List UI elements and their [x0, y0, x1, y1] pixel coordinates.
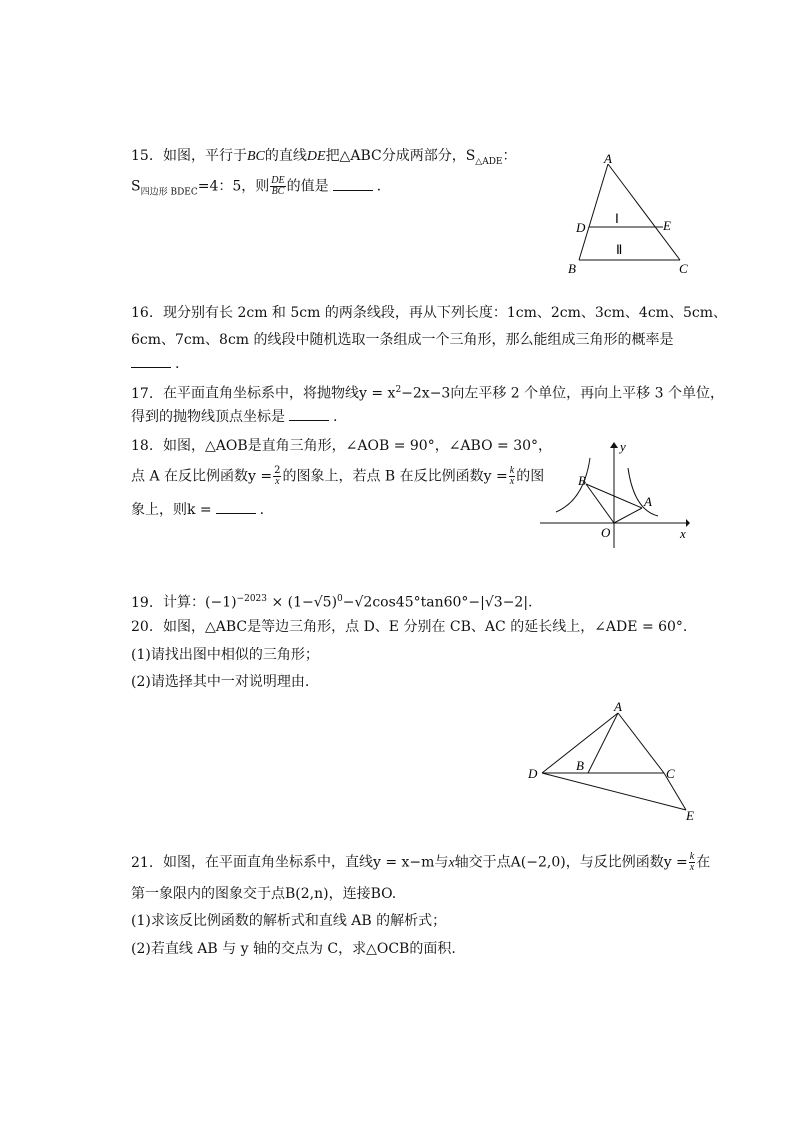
q21-number: 21.: [131, 854, 154, 871]
q17-number: 17.: [131, 385, 154, 402]
q21-line1: [131, 852, 710, 874]
q18-line2-c: 的图: [516, 468, 545, 485]
q20-line1: [131, 617, 687, 637]
q18-segment-oa: [614, 508, 642, 523]
q18-label-y: y: [620, 439, 626, 454]
q18-line1-text: 如图，△AOB是直角三角形，∠AOB = 90°，∠ABO = 30°，: [163, 438, 553, 454]
q16-line2-text: 6cm、7cm、8cm 的线段中随机选取一条组成一个三角形，那么能组成三角形的概率是: [131, 332, 674, 348]
q21-frac-num: k: [689, 851, 695, 862]
q18-line3-a: 象上，则k =: [131, 502, 212, 518]
q15-fraction: [270, 176, 285, 197]
q15-label-c: C: [679, 261, 688, 276]
q18-curve-right: [628, 468, 658, 516]
q18-x-arrow: [686, 519, 690, 527]
q21-sub1-text: (1)求该反比例函数的解析式和直线 AB 的解析式；: [131, 913, 447, 929]
q19-number: 19.: [131, 594, 154, 611]
q19-text-c: −√2cos45°tan60°−|√3−2|.: [342, 594, 533, 611]
q16-line1-text: 现分别有长 2cm 和 5cm 的两条线段，再从下列长度：1cm、2cm、3cm、4cm、5cm、: [163, 305, 727, 321]
q21-fraction: [689, 852, 695, 873]
q16-line1: [131, 303, 727, 323]
q17-line2-text: 得到的抛物线顶点坐标是: [131, 409, 285, 425]
q20-figure: [524, 698, 704, 828]
q18-end: .: [259, 502, 265, 518]
q18-label-a: A: [644, 494, 652, 509]
q20-label-d: D: [528, 766, 538, 781]
q15-frac-num: DE: [271, 175, 285, 186]
q15-number: 15.: [131, 148, 154, 164]
q20-side-ab: [588, 713, 618, 773]
q15-label-a: A: [604, 151, 612, 166]
q17-line1: 17. 在平面直角坐标系中，将抛物线$y = x^2-2x-3$向左平移 2 个单位，再向上平移 3 个单位，: [131, 385, 724, 402]
q20-sub2: [131, 672, 309, 692]
q20-label-e: E: [686, 808, 694, 823]
q15-text-d: 的值是: [286, 178, 329, 195]
q18-fraction-2: [509, 466, 515, 487]
q18-line2-a: 点 A 在反比例函数y =: [131, 468, 273, 485]
q15-sub-quad: 四边形 BDEC: [140, 187, 198, 198]
q17-line1-b: −2x−3向左平移 2 个单位，再向上平移 3 个单位，: [401, 385, 724, 402]
q20-label-c: C: [666, 766, 675, 781]
q15-label-e: E: [663, 218, 671, 233]
q18-line1: [131, 436, 552, 456]
q16-answer-blank[interactable]: [131, 355, 171, 368]
q15-s: S: [131, 178, 141, 195]
q18-frac1-num: 2: [274, 465, 281, 476]
q17-line1-a: 在平面直角坐标系中，将抛物线y = x: [163, 385, 396, 402]
q15-line2: [131, 176, 381, 202]
q18-y-arrow: [610, 442, 618, 448]
q21-line2-text: 第一象限内的图象交于点B(2,n)，连接BO.: [131, 886, 397, 902]
q21-x: x: [448, 855, 455, 871]
q16-line3: [131, 354, 179, 374]
q15-bc: BC: [247, 149, 265, 164]
q18-number: 18.: [131, 438, 154, 454]
q21-line1-b: 轴交于点A(−2,0)，与反比例函数y =: [454, 854, 688, 871]
q16-number: 16.: [131, 305, 154, 321]
q19-text-b: × (1−√5): [267, 594, 338, 611]
q15-label-region-1: Ⅰ: [615, 211, 619, 226]
q21-sub1: [131, 911, 446, 931]
q15-text-c: 把△ABC分成两部分，S: [325, 148, 476, 164]
q15-ratio: =4：5，则: [197, 178, 270, 195]
q15-label-region-2: Ⅱ: [616, 242, 623, 257]
q18-figure: [538, 440, 698, 550]
q18-frac1-den: x: [275, 476, 280, 487]
q17-end: .: [333, 409, 338, 425]
q18-label-b: B: [578, 473, 586, 488]
q21-line1-c: 在: [696, 854, 711, 871]
q16-end: .: [175, 356, 180, 372]
q17-answer-blank[interactable]: [289, 408, 329, 421]
q15-label-b: B: [568, 261, 576, 276]
q17-line2: [131, 407, 337, 427]
q20-side-ac: [618, 713, 664, 773]
q19-line: [131, 589, 533, 613]
q15-figure: [568, 152, 698, 277]
q21-line1-a: 如图，在平面直角坐标系中，直线y = x−m与: [163, 854, 449, 871]
q21-frac-den: x: [689, 862, 695, 873]
q19-exp: −2023: [236, 594, 268, 604]
q15-side-ab: [579, 164, 608, 260]
q18-fraction-1: [273, 466, 281, 487]
q15-text-b: 的直线: [264, 148, 307, 164]
q19-text: 计算：(−1): [163, 594, 237, 611]
q19-exp2: 0: [337, 594, 343, 604]
q18-frac2-den: x: [509, 476, 515, 487]
q18-frac2-num: k: [509, 465, 515, 476]
q18-line3: [131, 500, 264, 520]
q15-de: DE: [306, 149, 326, 164]
q20-line1-text: 如图，△ABC是等边三角形，点 D、E 分别在 CB、AC 的延长线上，∠ADE = 60°.: [163, 619, 688, 635]
q15-colon: ：: [502, 148, 517, 164]
q15-label-d: D: [576, 220, 586, 235]
q16-line2: [131, 330, 674, 350]
q18-line2: [131, 466, 544, 487]
q15-frac-den: BC: [271, 186, 285, 197]
q18-answer-blank[interactable]: [216, 501, 256, 514]
q15-end: .: [376, 178, 382, 195]
q15-text-a: 如图，平行于: [163, 148, 247, 164]
q20-sub2-text: (2)请选择其中一对说明理由.: [131, 674, 310, 690]
q20-number: 20.: [131, 619, 154, 635]
q21-sub2: [131, 939, 456, 959]
q21-line2: [131, 884, 396, 904]
q20-segment-de: [542, 773, 686, 810]
q20-sub1-text: (1)请找出图中相似的三角形；: [131, 647, 319, 663]
q21-sub2-text: (2)若直线 AB 与 y 轴的交点为 C，求△OCB的面积.: [131, 941, 456, 957]
q18-line2-b: 的图象上，若点 B 在反比例函数y =: [282, 468, 508, 485]
q15-line1: [131, 146, 517, 172]
q15-sub-ade: △ADE: [475, 156, 503, 167]
q18-label-o: O: [601, 525, 611, 540]
q18-label-x: x: [680, 526, 686, 541]
q20-label-a: A: [614, 699, 622, 714]
q15-answer-blank[interactable]: [333, 178, 373, 191]
q20-label-b: B: [576, 758, 584, 773]
q20-sub1: [131, 645, 319, 665]
